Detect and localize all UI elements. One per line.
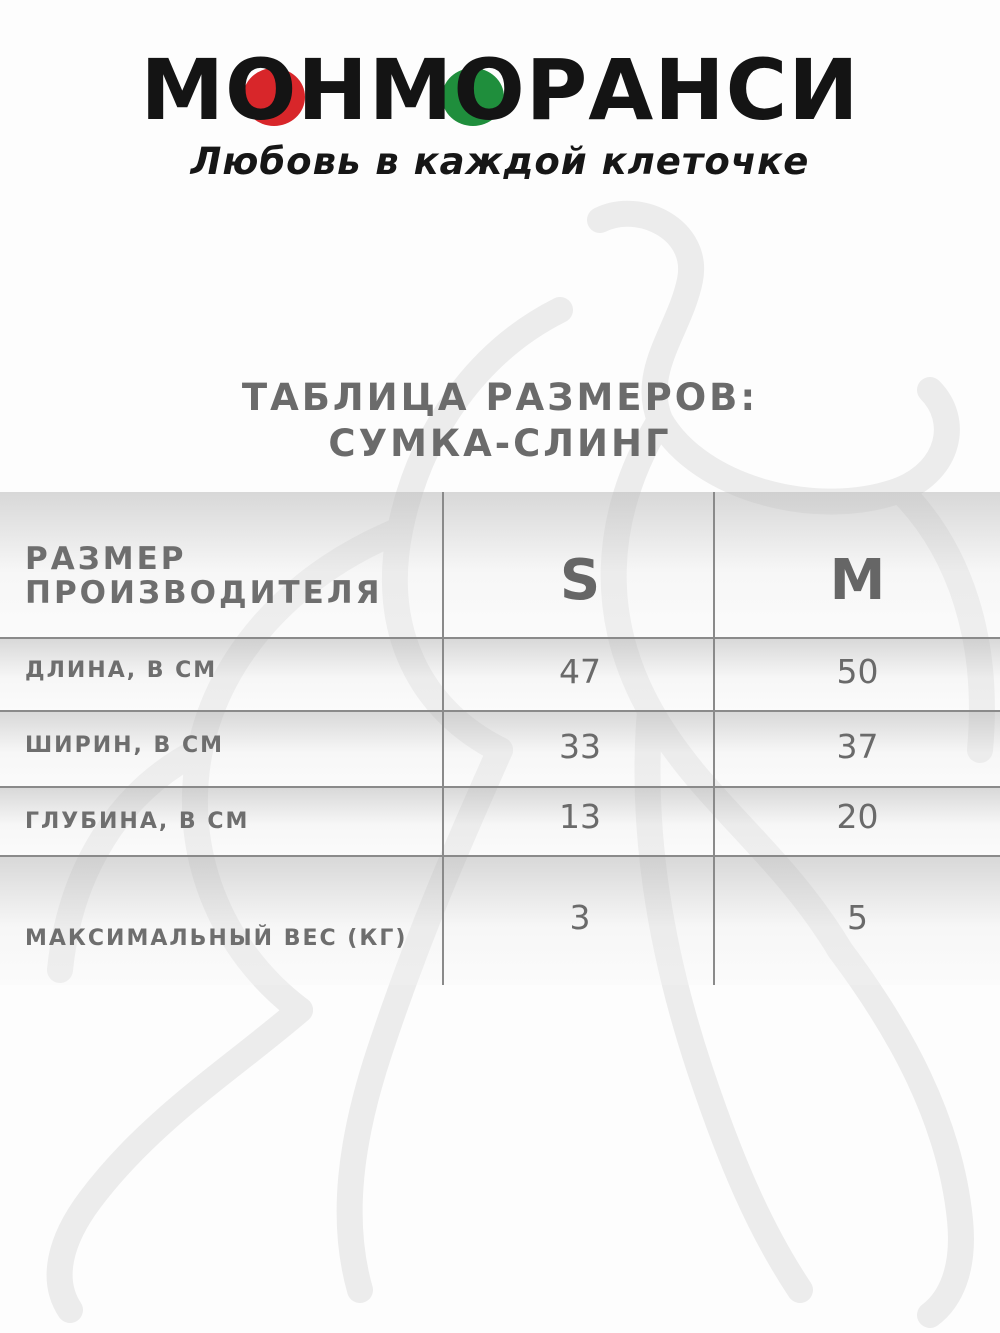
row-divider — [0, 786, 1000, 788]
value-depth-m: 20 — [836, 797, 879, 836]
column-divider — [442, 492, 444, 985]
value-depth-s: 13 — [559, 797, 601, 836]
column-divider — [713, 492, 715, 985]
size-m-header: M — [829, 548, 886, 613]
table-row — [0, 856, 1000, 985]
table-row — [0, 711, 1000, 787]
row-label-length: ДЛИНА, В СМ — [25, 658, 218, 683]
value-width-s: 33 — [559, 727, 601, 766]
value-weight-m: 5 — [847, 898, 868, 937]
table-row — [0, 787, 1000, 856]
page-title — [0, 375, 1000, 467]
title-line-2: СУМКА-СЛИНГ — [328, 422, 672, 465]
brand-tagline: Любовь в каждой клеточке — [190, 140, 810, 183]
row-label-depth: ГЛУБИНА, В СМ — [25, 809, 250, 834]
value-width-m: 37 — [836, 727, 879, 766]
row-divider — [0, 710, 1000, 712]
table-row — [0, 638, 1000, 711]
value-weight-s: 3 — [569, 898, 591, 937]
table-header-row — [0, 492, 1000, 638]
size-table — [0, 492, 1000, 985]
header-label-line-1: РАЗМЕР — [25, 541, 187, 577]
row-divider — [0, 637, 1000, 639]
size-s-header: S — [559, 548, 601, 613]
row-label-max-weight: МАКСИМАЛЬНЫЙ ВЕС (КГ) — [25, 926, 408, 951]
brand-name: МОНМОРАНСИ — [140, 41, 860, 139]
row-divider — [0, 855, 1000, 857]
value-length-s: 47 — [559, 652, 601, 691]
row-label-width: ШИРИН, В СМ — [25, 733, 225, 758]
header-label — [25, 542, 382, 610]
value-length-m: 50 — [836, 652, 879, 691]
header-label-line-2: ПРОИЗВОДИТЕЛЯ — [25, 575, 383, 611]
brand-logo — [0, 40, 1000, 200]
title-line-1: ТАБЛИЦА РАЗМЕРОВ: — [241, 376, 759, 419]
